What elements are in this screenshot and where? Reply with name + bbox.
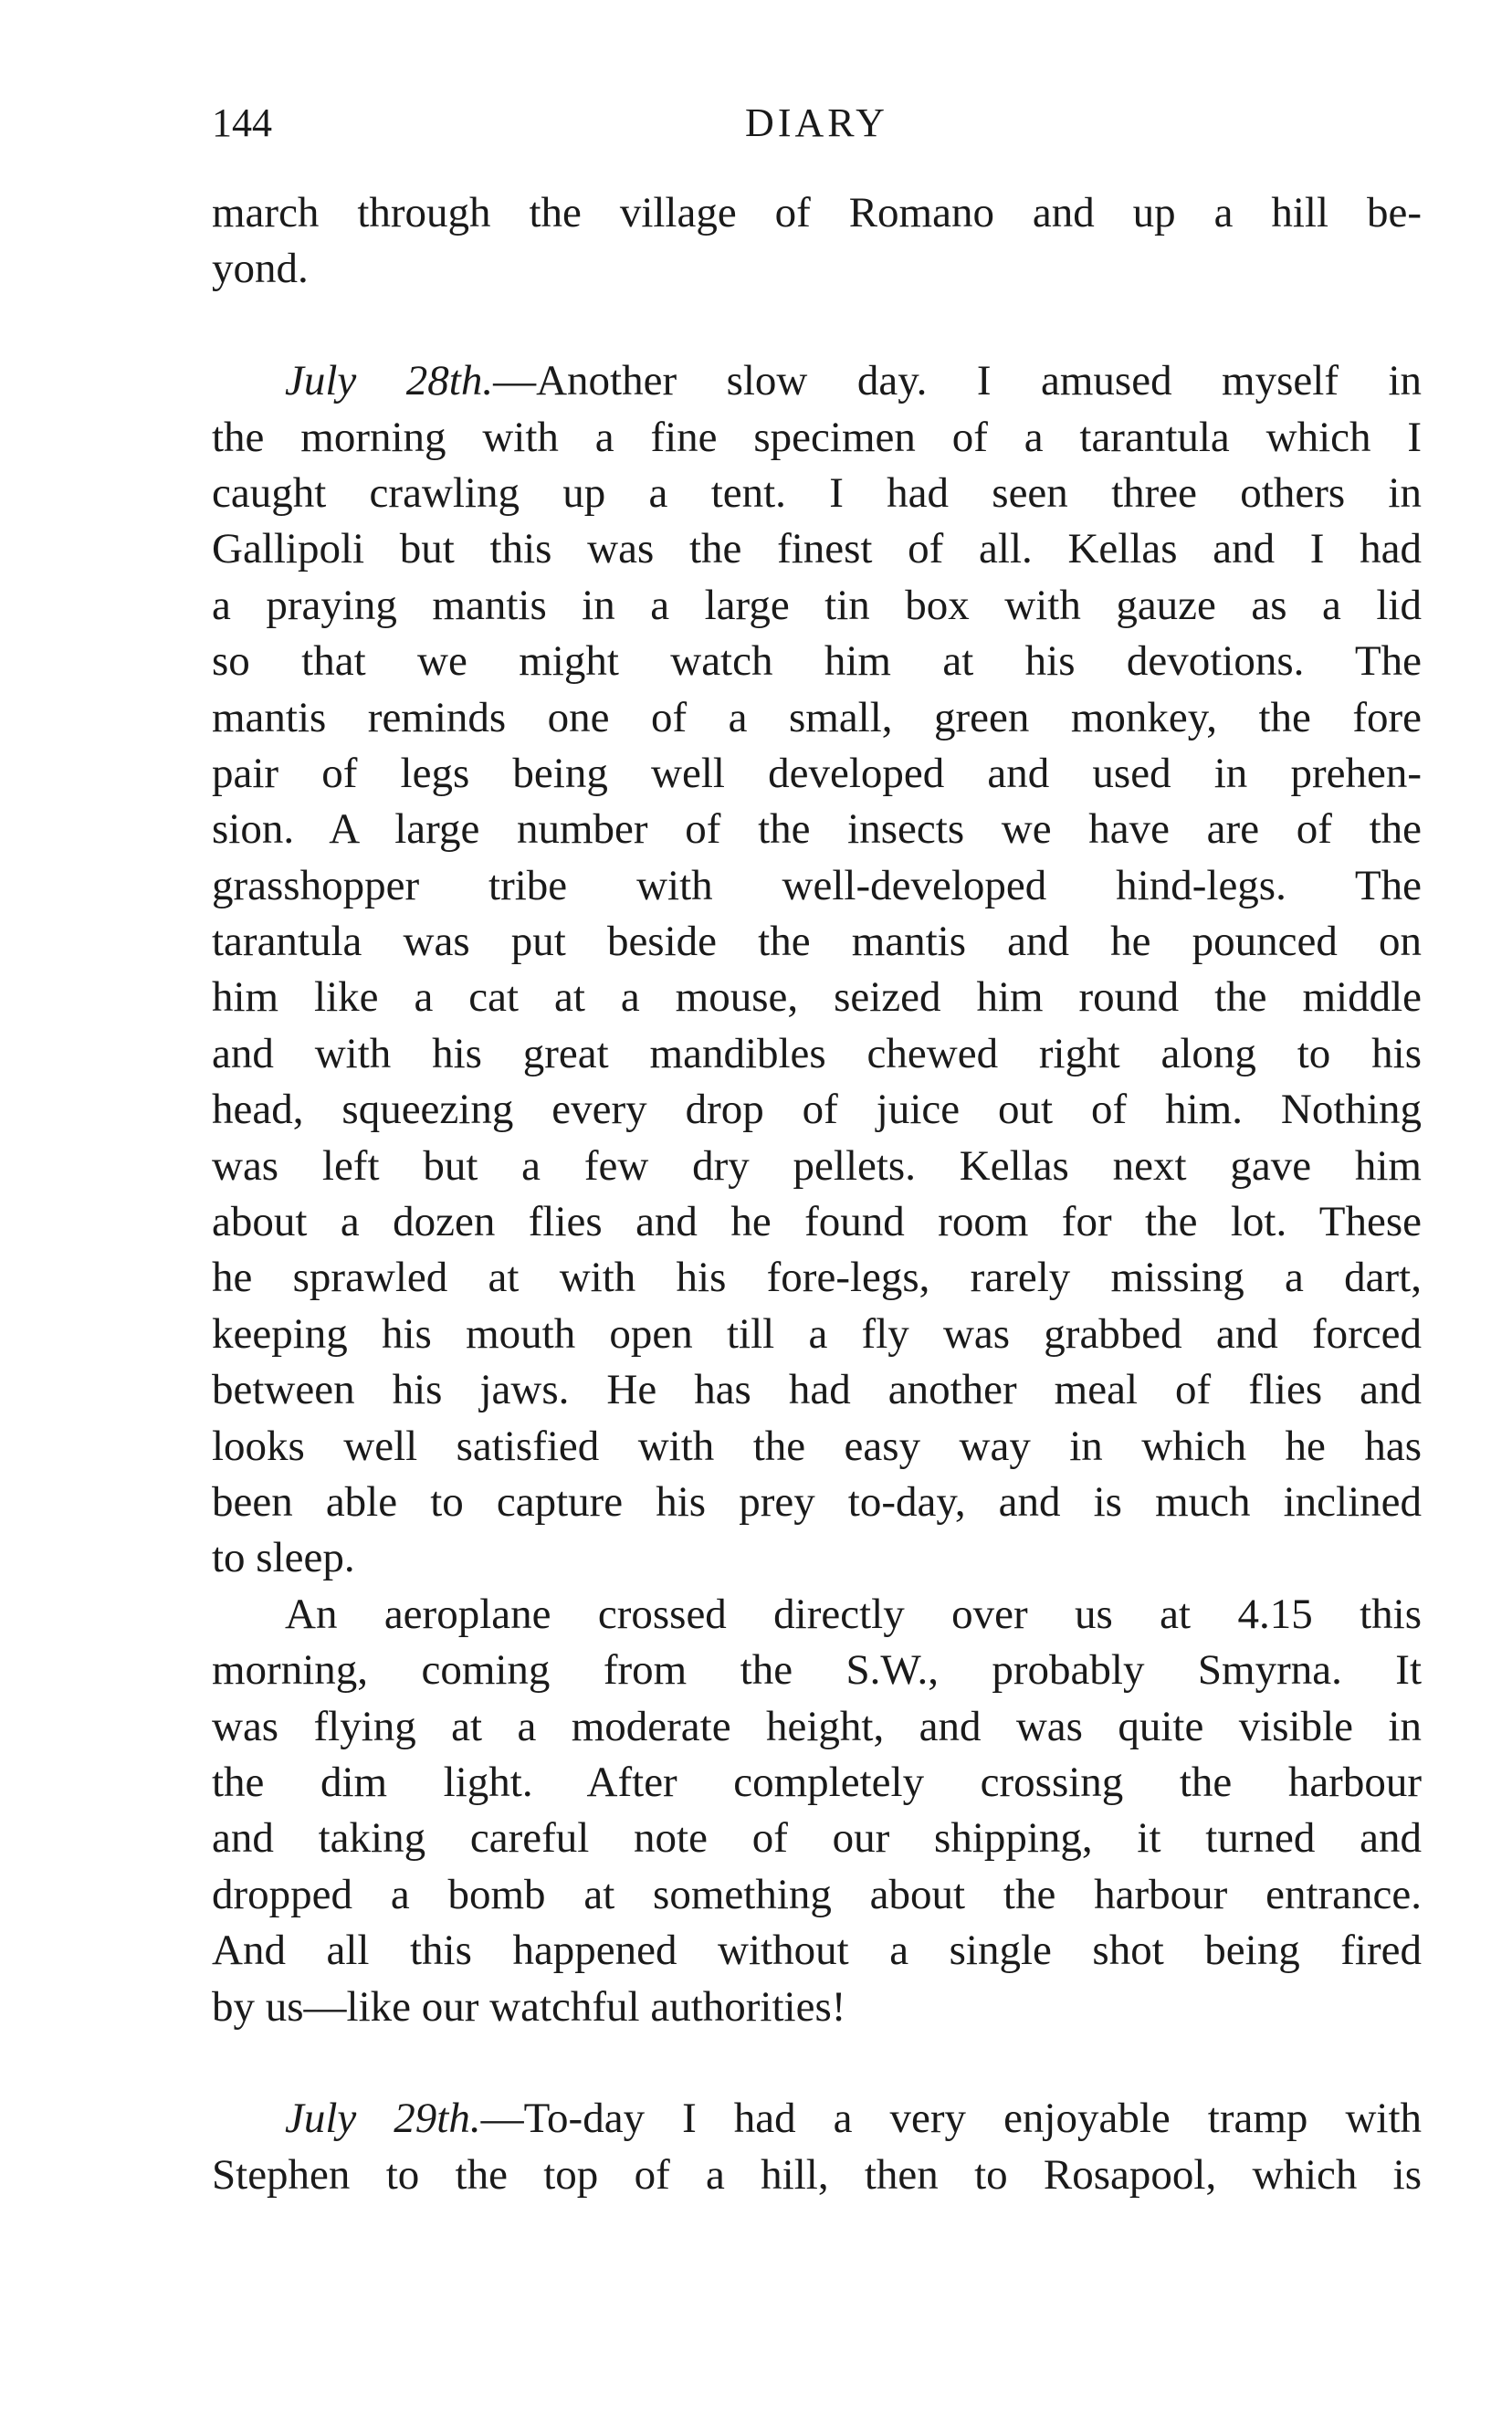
text-line: tarantula was put beside the mantis and he pounced on [212, 918, 1422, 966]
text-line: was left but a few dry pellets. Kellas next gave him [212, 1141, 1422, 1190]
entry-first-line: July 29th.—To-day I had a very enjoyable tramp with [285, 2095, 1422, 2143]
text-line: the morning with a fine specimen of a tarantula which I [212, 413, 1422, 461]
text-line: so that we might watch him at his devotions. The [212, 637, 1422, 686]
text-line: Stephen to the top of a hill, then to Rosapool, which is [212, 2150, 1422, 2199]
entry-date: July 28th. [285, 357, 494, 405]
running-head [212, 96, 1422, 151]
text-line: about a dozen flies and he found room for the lot. These [212, 1198, 1422, 1246]
text-line: Gallipoli but this was the finest of all. Kellas and I had [212, 525, 1422, 573]
entry-first-line: July 28th.—Another slow day. I amused myself in [285, 357, 1423, 405]
text-line: been able to capture his prey to-day, and is much inclined [212, 1477, 1422, 1526]
text-line: yond. [212, 245, 309, 293]
text-line: was flying at a moderate height, and was quite visible in [212, 1702, 1422, 1750]
text-line: and taking careful note of our shipping, it turned and [212, 1814, 1422, 1863]
text-line: between his jaws. He has had another meal of flies and [212, 1366, 1422, 1414]
page-number: 144 [212, 100, 272, 145]
running-title: DIARY [745, 100, 888, 145]
text-line: pair of legs being well developed and used in prehen- [212, 749, 1422, 797]
text-line: a praying mantis in a large tin box with gauze as a lid [212, 581, 1422, 629]
text-line: keeping his mouth open till a fly was grabbed and forced [212, 1309, 1422, 1358]
text-line: head, squeezing every drop of juice out of him. Nothing [212, 1086, 1422, 1134]
text-line: grasshopper tribe with well-developed hind-legs. The [212, 861, 1422, 909]
text-line: by us—like our watchful authorities! [212, 1982, 846, 2031]
text-fragment: Another slow day. I amused myself in [536, 357, 1423, 405]
text-line: to sleep. [212, 1534, 355, 1582]
text-line: dropped a bomb at something about the harbour entrance. [212, 1870, 1422, 1918]
text-line: he sprawled at with his fore-legs, rarely missing a dart, [212, 1254, 1422, 1302]
text-line: sion. A large number of the insects we have are of the [212, 805, 1422, 854]
text-line: caught crawling up a tent. I had seen three others in [212, 468, 1422, 517]
text-line: march through the village of Romano and up a hill be- [212, 189, 1422, 236]
text-line: morning, coming from the S.W., probably Smyrna. It [212, 1646, 1422, 1695]
entry-gap [212, 2035, 1422, 2091]
text-line: and with his great mandibles chewed right along to his [212, 1029, 1422, 1077]
entry-date: July 29th. [285, 2095, 481, 2143]
text-line: And all this happened without a single shot being fired [212, 1927, 1422, 1975]
text-line: the dim light. After completely crossing the harbour [212, 1758, 1422, 1806]
paragraph-first-line: An aeroplane crossed directly over us at 4.15 this [285, 1590, 1422, 1638]
diary-text [212, 185, 1422, 2203]
text-line: him like a cat at a mouse, seized him round the middle [212, 973, 1422, 1022]
text-line: looks well satisfied with the easy way in which he has [212, 1422, 1422, 1470]
text-fragment: To-day I had a very enjoyable tramp with [523, 2095, 1422, 2143]
text-line: mantis reminds one of a small, green monkey, the fore [212, 693, 1422, 741]
entry-gap [212, 298, 1422, 353]
